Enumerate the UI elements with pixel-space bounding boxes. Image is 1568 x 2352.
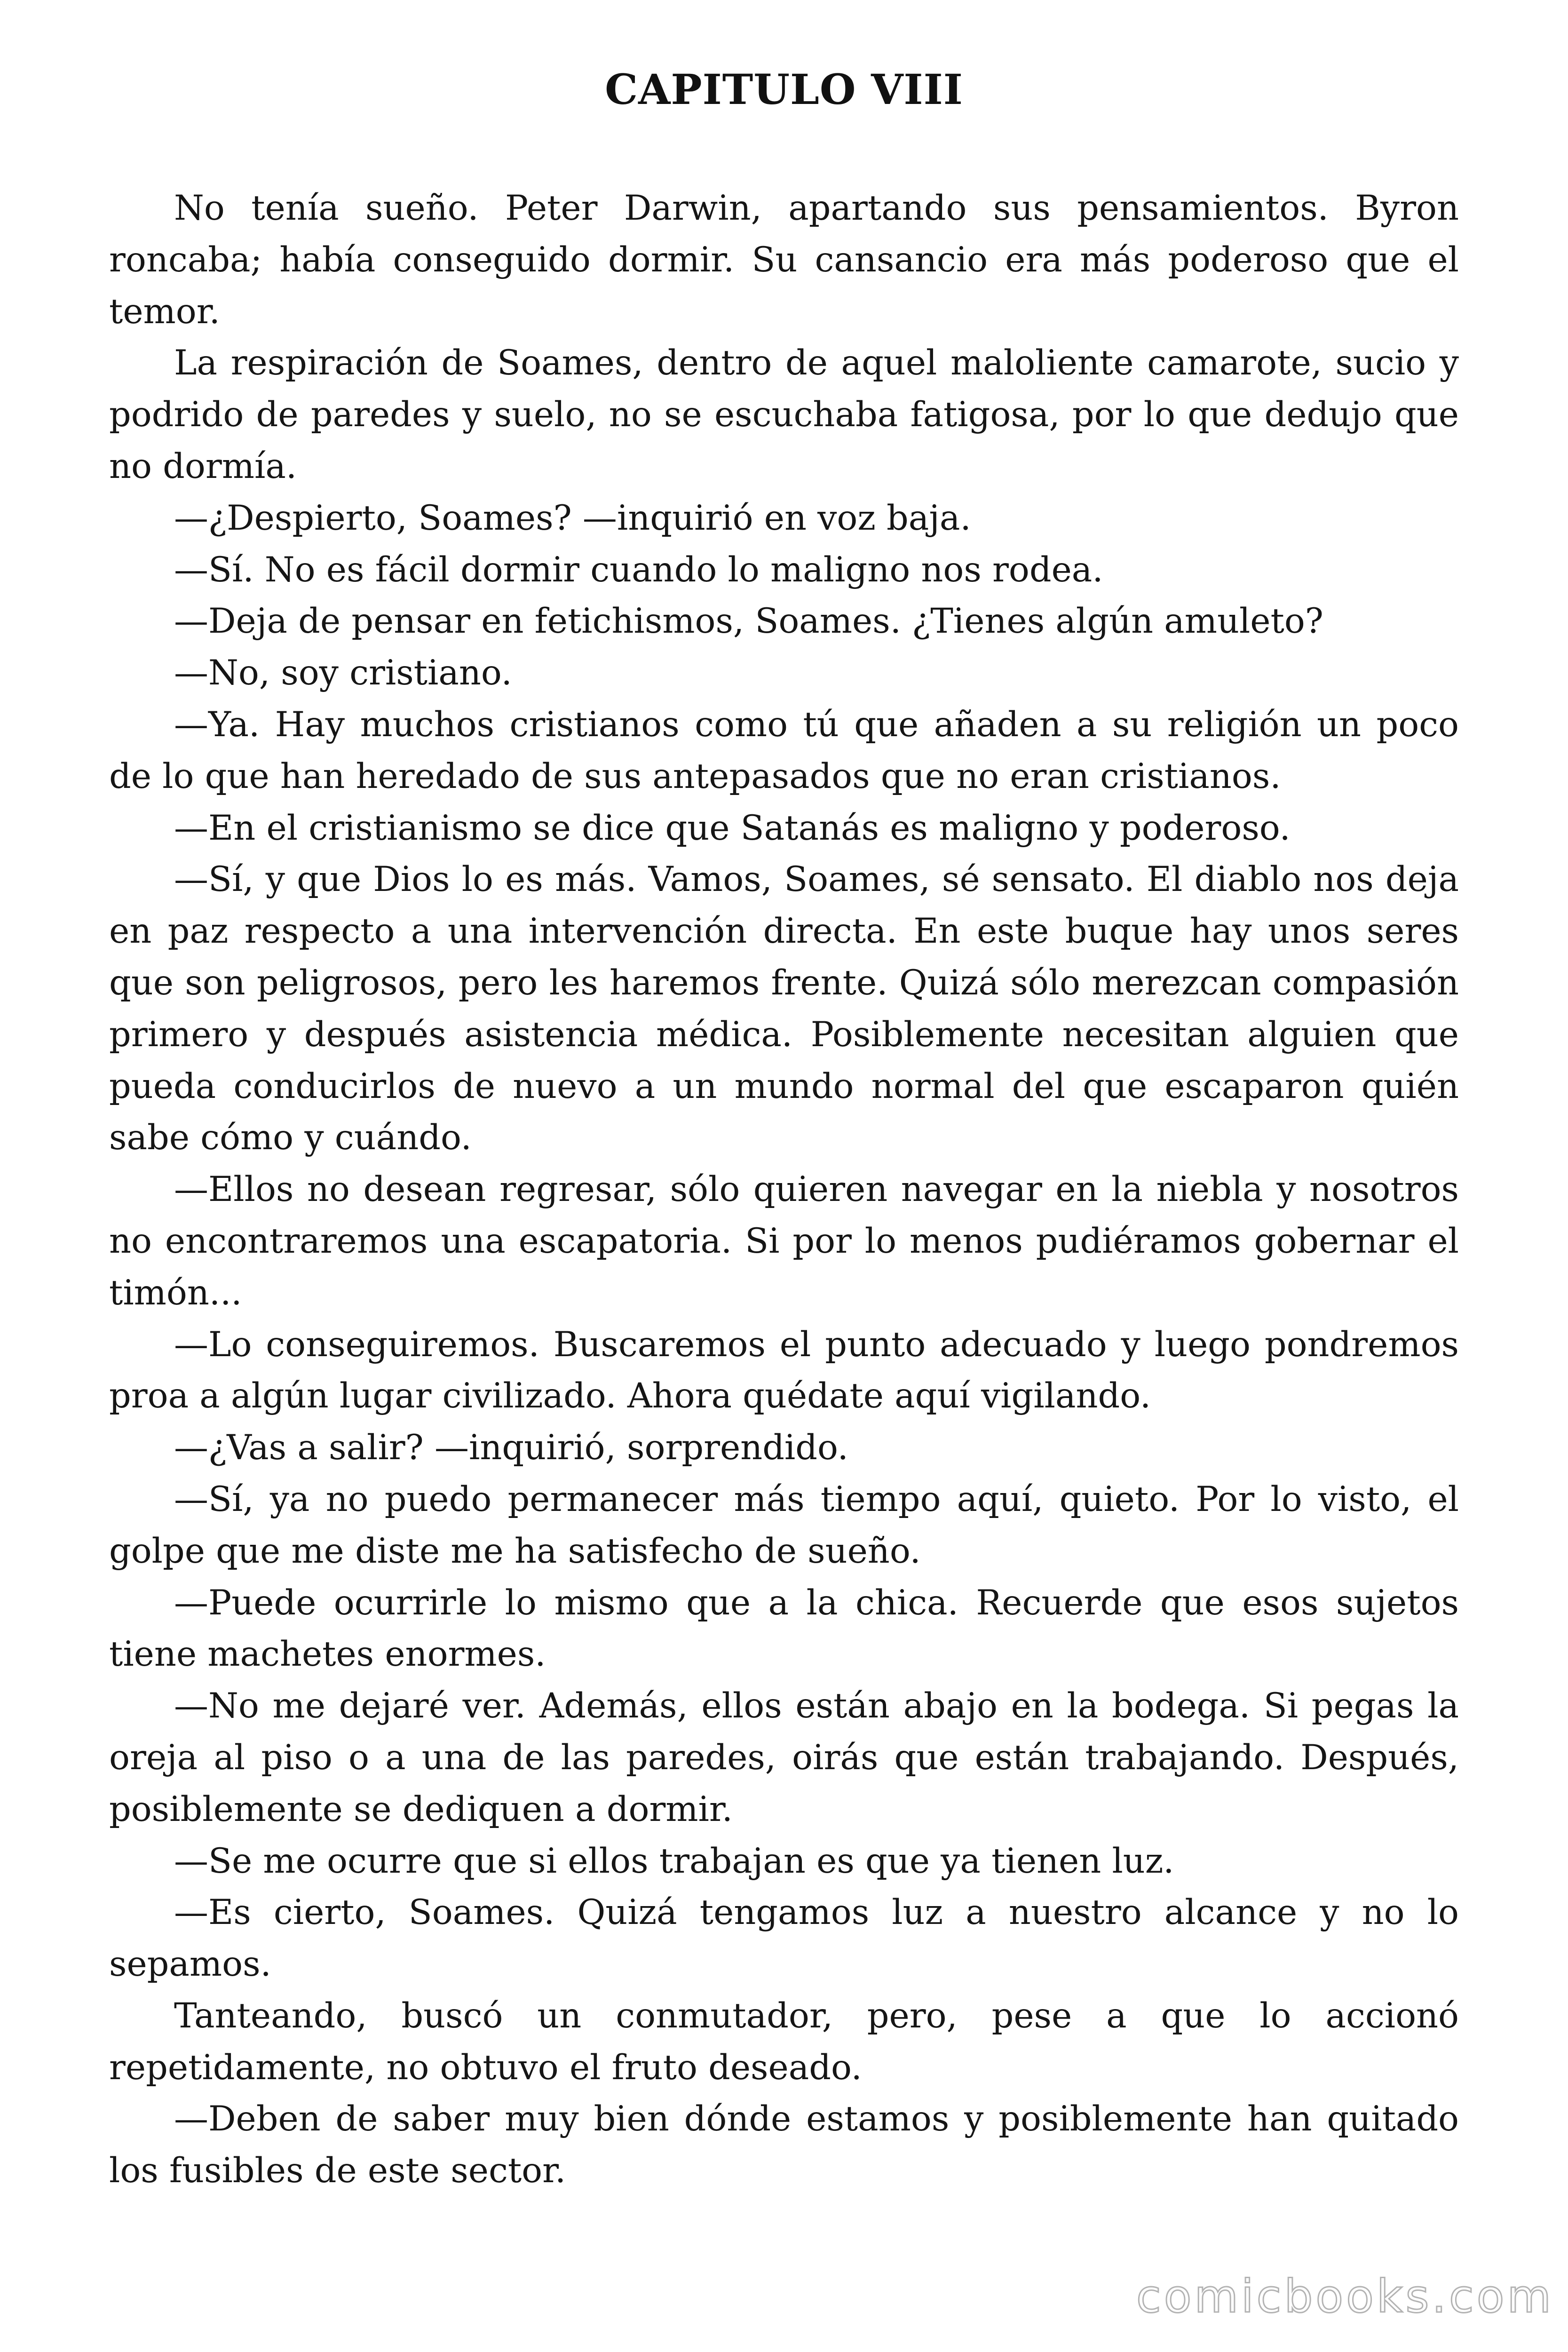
paragraph: Tanteando, buscó un conmutador, pero, pese a que lo accionó repetidamente, no obtuvo el fruto deseado. <box>109 1995 1459 2088</box>
paragraph: —¿Despierto, Soames? —inquirió en voz baja. <box>174 498 971 538</box>
paragraph: —Ya. Hay muchos cristianos como tú que añaden a su religión un poco de lo que han heredado de sus antepasados que no eran cristianos. <box>109 704 1459 796</box>
paragraph: —No, soy cristiano. <box>174 653 512 693</box>
paragraph: No tenía sueño. Peter Darwin, apartando sus pensamientos. Byron roncaba; había conseguido dormir. Su cansancio era más poderoso que el temor. <box>109 188 1459 332</box>
chapter-body <box>109 183 1459 2197</box>
paragraph: La respiración de Soames, dentro de aquel maloliente camarote, sucio y podrido de paredes y suelo, no se escuchaba fatigosa, por lo que dedujo que no dormía. <box>109 343 1459 486</box>
paragraph: —¿Vas a salir? —inquirió, sorprendido. <box>174 1428 848 1468</box>
paragraph: —Puede ocurrirle lo mismo que a la chica. Recuerde que esos sujetos tiene machetes enormes. <box>109 1582 1459 1675</box>
paragraph: —Es cierto, Soames. Quizá tengamos luz a nuestro alcance y no lo sepamos. <box>109 1892 1459 1985</box>
paragraph: —Sí. No es fácil dormir cuando lo maligno nos rodea. <box>174 549 1103 590</box>
paragraph: —No me dejaré ver. Además, ellos están abajo en la bodega. Si pegas la oreja al piso o a una de las paredes, oirás que están trabajando. Después, posiblemente se dediquen a dormir. <box>109 1686 1459 1829</box>
paragraph: —Lo conseguiremos. Buscaremos el punto adecuado y luego pondremos proa a algún lugar civilizado. Ahora quédate aquí vigilando. <box>109 1324 1459 1416</box>
watermark: comicbooks.com <box>1136 2270 1554 2323</box>
book-page <box>109 61 1459 2328</box>
paragraph: —Se me ocurre que si ellos trabajan es que ya tienen luz. <box>174 1841 1174 1881</box>
paragraph: —Ellos no desean regresar, sólo quieren navegar en la niebla y nosotros no encontraremos una escapatoria. Si por lo menos pudiéramos gobernar el timón... <box>109 1169 1459 1313</box>
paragraph: —En el cristianismo se dice que Satanás es maligno y poderoso. <box>174 808 1291 848</box>
paragraph: —Deben de saber muy bien dónde estamos y posiblemente han quitado los fusibles de este sector. <box>109 2099 1459 2191</box>
paragraph: —Deja de pensar en fetichismos, Soames. ¿Tienes algún amuleto? <box>174 601 1323 642</box>
paragraph: —Sí, ya no puedo permanecer más tiempo aquí, quieto. Por lo visto, el golpe que me diste me ha satisfecho de sueño. <box>109 1479 1459 1571</box>
paragraph: —Sí, y que Dios lo es más. Vamos, Soames, sé sensato. El diablo nos deja en paz respecto a una intervención directa. En este buque hay unos seres que son peligrosos, pero les haremos frente. Quizá sólo merezcan compasión primero y después asistencia médica. Posiblemente necesitan alguien que pueda conducirlos de nuevo a un mundo normal del que escaparon quién sabe cómo y cuándo. <box>109 859 1459 1158</box>
chapter-title: CAPITULO VIII <box>605 65 963 114</box>
